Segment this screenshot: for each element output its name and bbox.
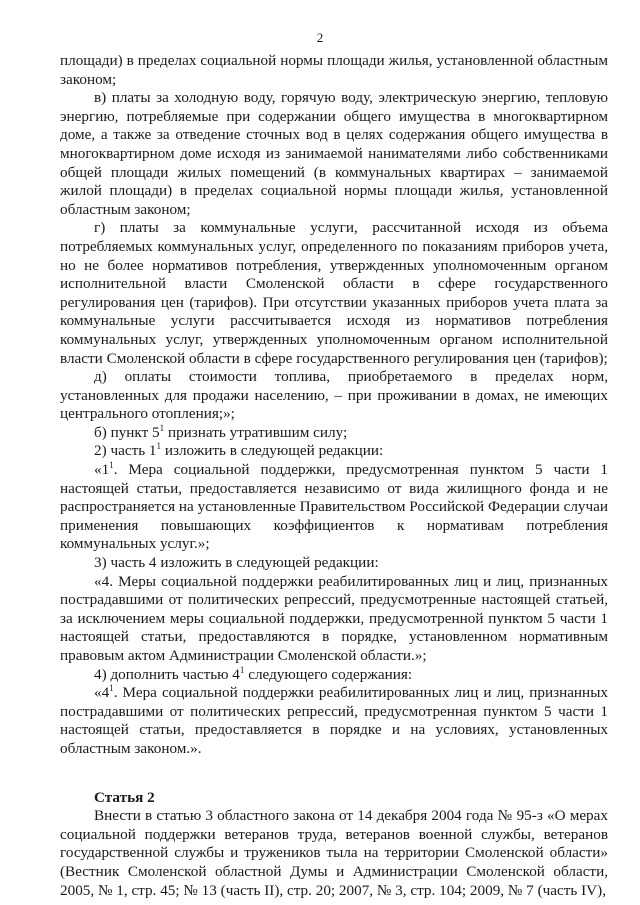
paragraph-text: «4	[94, 684, 110, 702]
paragraph: 3) часть 4 изложить в следующей редакции:	[94, 554, 379, 572]
paragraph-text: 2) часть 1	[94, 442, 157, 460]
paragraph-text: б) пункт 5	[94, 423, 160, 441]
paragraph: площади) в пределах социальной нормы площади жилья, установленной областным законом;	[60, 52, 608, 88]
superscript: 1	[156, 441, 162, 452]
superscript: 1	[159, 422, 165, 433]
paragraph	[60, 666, 608, 685]
paragraph-text: . Мера социальной поддержки реабилитированных лиц и лиц, признанных пострадавшими от политических репрессий, предусмотренная пунктом 5 части 1 настоящей статьи, предоставляется в порядке и на условиях, установленных областным законом.».	[60, 684, 608, 757]
superscript: 1	[109, 460, 114, 470]
paragraph	[60, 442, 608, 461]
article-heading: Статья 2	[94, 788, 155, 806]
paragraph	[60, 684, 608, 758]
paragraph: в) платы за холодную воду, горячую воду, электрическую энергию, тепловую энергию, потребляемые при содержании общего имущества в многоквартирном доме, а также за отведение сточных вод в целях содержания общего имущества в многоквартирном доме исходя из занимаемой нанимателями либо собственниками общей площади жилых помещений (в коммунальных квартирах – занимаемой жилой площади) в пределах социальной нормы площади жилья, установленной областным законом;	[60, 89, 608, 218]
paragraph	[60, 461, 608, 554]
paragraph-text: изложить в следующей редакции:	[161, 442, 384, 460]
paragraph: Внести в статью 3 областного закона от 14 декабря 2004 года № 95-з «О мерах социальной поддержки ветеранов труда, ветеранов военной службы, ветеранов государственной службы и тружеников тыла на территории Смоленской области» (Вестник Смоленской областной Думы и Администрации Смоленской области, 2005, № 1, стр. 45; № 13 (часть II), стр. 20; 2007, № 3, стр. 104; 2009, № 7 (часть IV),	[60, 807, 608, 899]
paragraph: д) оплаты стоимости топлива, приобретаемого в пределах норм, установленных для продажи населению, – при проживании в домах, не имеющих центрального отопления;»;	[60, 368, 608, 423]
paragraph-text: признать утратившим силу;	[164, 423, 348, 441]
superscript: 1	[239, 664, 245, 675]
paragraph-text: . Мера социальной поддержки, предусмотренная пунктом 5 части 1 настоящей статьи, предоставляется независимо от вида жилищного фонда и не распространяется на установленные Правительством Российской Федерации случаи применения повышающих коэффициентов к нормативам потребления коммунальных услуг.»;	[60, 461, 608, 553]
superscript: 1	[109, 683, 114, 694]
paragraph: г) платы за коммунальные услуги, рассчитанной исходя из объема потребляемых коммунальных услуг, определенного по показаниям приборов учета, но не более нормативов потребления, утвержденных уполномоченным органом исполнительной власти Смоленской области в сфере государственного регулирования цен (тарифов). При отсутствии указанных приборов учета плата за коммунальные услуги рассчитывается исходя из нормативов потребления коммунальных услуг, утвержденных уполномоченным органом исполнительной власти Смоленской области в сфере государственного регулирования цен (тарифов);	[60, 219, 608, 367]
document-body	[60, 52, 608, 900]
page-number: 2	[316, 30, 324, 45]
paragraph-text: «1	[94, 461, 110, 479]
paragraph-text: следующего содержания:	[244, 665, 413, 683]
paragraph	[60, 424, 608, 443]
paragraph: «4. Меры социальной поддержки реабилитированных лиц и лиц, признанных пострадавшими от политических репрессий, предусмотренные настоящей статьей, за исключением меры социальной поддержки, предусмотренной пунктом 5 части 1 настоящей статьи, предоставляются в порядке, установленном нормативным правовым актом Администрации Смоленской области.»;	[60, 572, 608, 664]
paragraph-text: 4) дополнить частью 4	[94, 665, 240, 683]
